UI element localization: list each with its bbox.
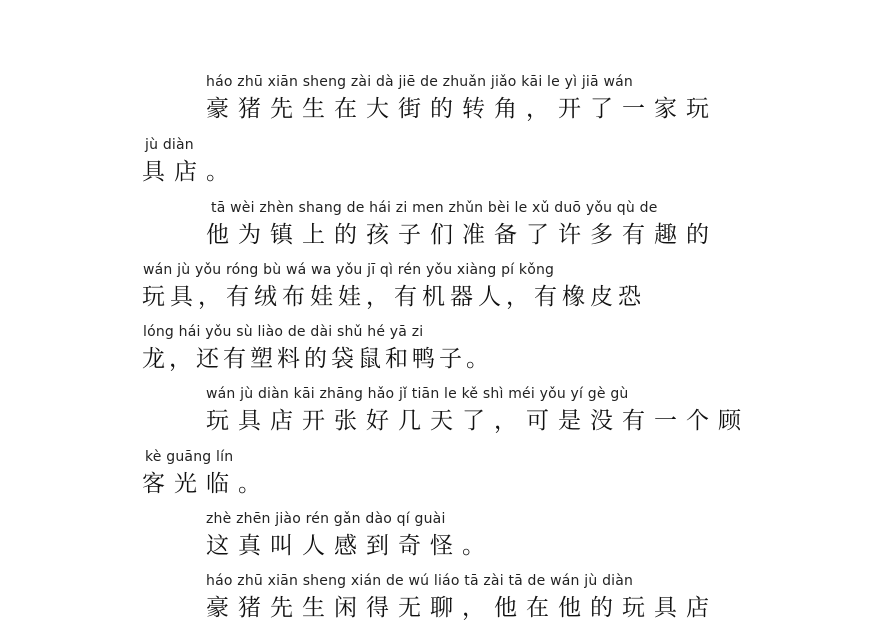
text-line <box>0 386 888 442</box>
hanzi-text: 客光临。 <box>142 471 270 497</box>
text-line <box>0 511 888 567</box>
hanzi-text: 具店。 <box>142 159 238 185</box>
text-line <box>0 573 888 629</box>
pinyin-text: wán jù diàn kāi zhāng hǎo jǐ tiān le kě shì méi yǒu yí gè gù <box>206 386 629 402</box>
pinyin-text: zhè zhēn jiào rén gǎn dào qí guài <box>206 511 446 527</box>
text-line <box>0 200 888 256</box>
text-line <box>0 137 888 193</box>
hanzi-text: 玩具，有绒布娃娃，有机器人，有橡皮恐 <box>142 284 646 310</box>
pinyin-text: háo zhū xiān sheng zài dà jiē de zhuǎn jiǎo kāi le yì jiā wán <box>206 74 633 90</box>
pinyin-text: kè guāng lín <box>145 449 234 465</box>
hanzi-text: 玩具店开张好几天了，可是没有一个顾 <box>206 408 750 434</box>
pinyin-text: wán jù yǒu róng bù wá wa yǒu jī qì rén yǒu xiàng pí kǒng <box>143 262 555 278</box>
pinyin-text: háo zhū xiān sheng xián de wú liáo tā zài tā de wán jù diàn <box>206 573 634 589</box>
hanzi-text: 他为镇上的孩子们准备了许多有趣的 <box>206 222 718 248</box>
hanzi-text: 这真叫人感到奇怪。 <box>206 533 494 559</box>
text-line <box>0 324 888 380</box>
pinyin-text: jù diàn <box>145 137 194 153</box>
pinyin-text: lóng hái yǒu sù liào de dài shǔ hé yā zi <box>143 324 424 340</box>
hanzi-text: 豪猪先生闲得无聊，他在他的玩具店 <box>206 595 718 621</box>
text-line <box>0 449 888 505</box>
text-line <box>0 262 888 318</box>
hanzi-text: 龙，还有塑料的袋鼠和鸭子。 <box>142 346 493 372</box>
text-line <box>0 74 888 130</box>
hanzi-text: 豪猪先生在大街的转角，开了一家玩 <box>206 96 718 122</box>
pinyin-text: tā wèi zhèn shang de hái zi men zhǔn bèi le xǔ duō yǒu qù de <box>211 200 658 216</box>
